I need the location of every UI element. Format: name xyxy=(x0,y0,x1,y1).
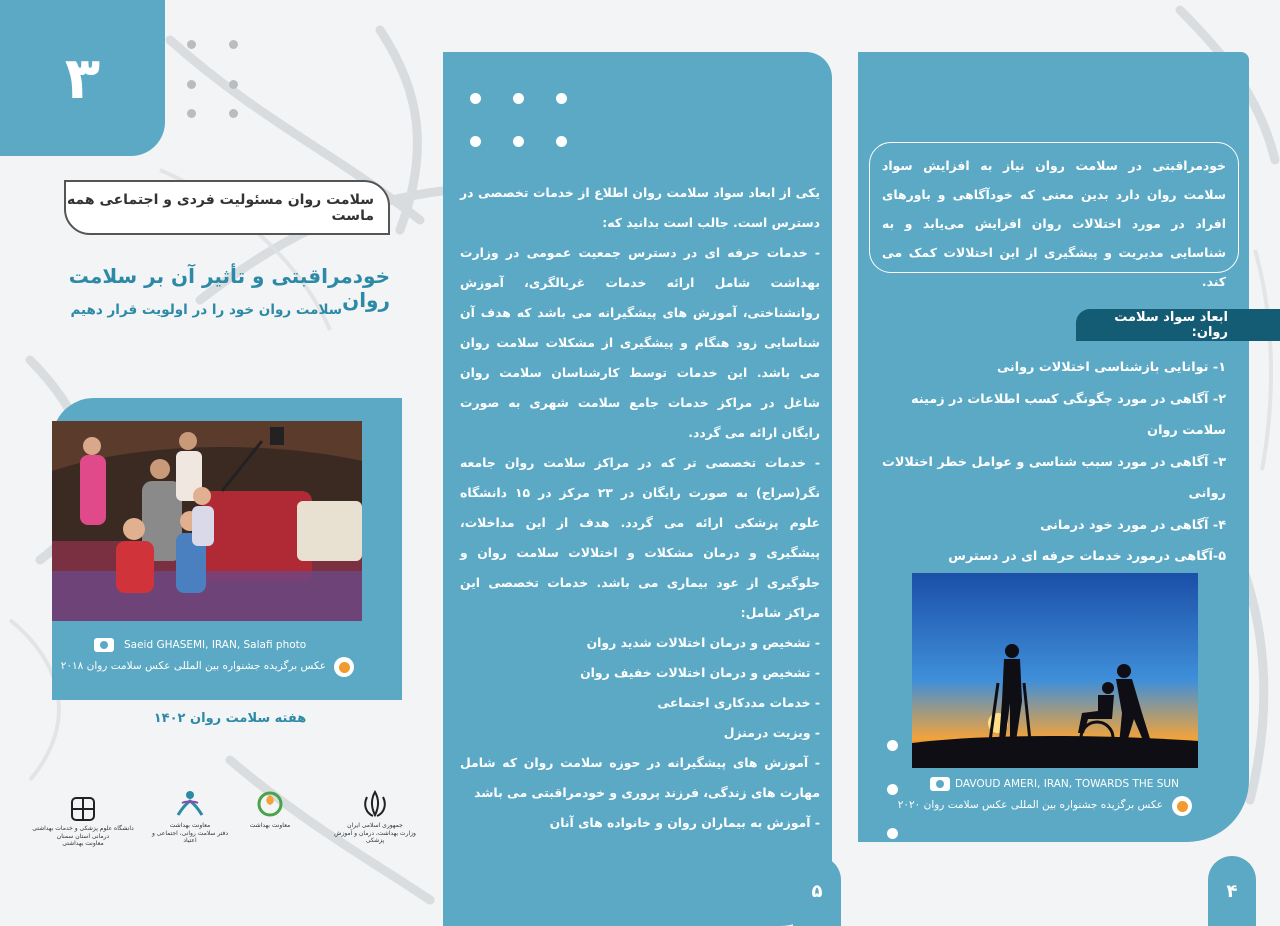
dot xyxy=(887,828,898,839)
page-number: ۳ xyxy=(64,44,101,112)
list-item: ۴- آگاهی در مورد خود درمانی xyxy=(1040,517,1226,533)
decorative-dots xyxy=(183,36,243,118)
logo-ministry-sub: وزارت بهداشت، درمان و آموزش پزشکی xyxy=(334,829,416,845)
intro-text: خودمراقبتی در سلامت روان نیاز به افزایش سواد سلامت روان دارد بدین معنی که خودآگاهی و باورهای افراد در مورد اختلالات روان افزایش می‌یابد و به شناسایی مدیریت و پیشگیری از این اختلالات کمک می کند. xyxy=(882,158,1226,289)
photo-award: عکس برگزیده جشنواره بین المللی عکس سلامت روان ۲۰۱۸ xyxy=(60,660,326,672)
dot xyxy=(887,740,898,751)
list-item: ۱- توانایی بازشناسی اختلالات روانی xyxy=(996,360,1226,375)
dot xyxy=(556,136,567,147)
dot xyxy=(470,136,481,147)
paragraph: - تشخیص و درمان اختلالات خفیف روان xyxy=(580,665,820,680)
dot xyxy=(187,40,196,49)
paragraph: - خدمات مددکاری اجتماعی xyxy=(657,695,820,710)
paragraph: - تشخیص و درمان اختلالات شدید روان xyxy=(586,635,820,650)
family-photo xyxy=(52,421,362,621)
dot xyxy=(187,80,196,89)
page-title: خودمراقبتی و تأثیر آن بر سلامت روان xyxy=(68,264,390,312)
dot xyxy=(229,80,238,89)
logo-ministry xyxy=(330,789,420,845)
logo-health-deputy-name: معاونت بهداشت xyxy=(249,821,291,829)
dot xyxy=(887,784,898,795)
paragraph: یکی از ابعاد سواد سلامت روان اطلاع از خدمات تخصصی در دسترس است. جالب است بدانید که: xyxy=(460,185,820,230)
page-number-tab xyxy=(0,0,165,156)
list-item: ۵-آگاهی درمورد خدمات حرفه ای در دسترس xyxy=(948,549,1226,564)
leaf-circle-icon xyxy=(255,789,285,819)
camera-icon xyxy=(94,638,114,652)
camera-icon xyxy=(930,777,950,791)
intro-box xyxy=(869,142,1239,289)
services-text xyxy=(460,178,820,838)
section-title xyxy=(1076,309,1280,341)
logo-mental-health-office xyxy=(148,789,232,845)
logo-mental-health-office-name: معاونت بهداشت xyxy=(169,821,211,829)
logo-university-name: دانشگاه علوم پزشکی و خدمات بهداشتی درمانی استان سمنان xyxy=(32,824,134,840)
page-subtitle: سلامت روان خود را در اولویت قرار دهیم xyxy=(70,302,342,318)
week-label: هفته سلامت روان ۱۴۰۲ xyxy=(153,711,307,726)
dot xyxy=(229,109,238,118)
photo-credit: DAVOUD AMERI, IRAN, TOWARDS THE SUN xyxy=(955,778,1179,790)
paragraph: - ویزیت درمنزل xyxy=(723,725,820,740)
emblem-icon xyxy=(360,789,390,819)
dot xyxy=(513,93,524,104)
list-item: ۲- آگاهی در مورد چگونگی کسب اطلاعات در زمینه سلامت روان xyxy=(911,391,1226,438)
logo-health-deputy xyxy=(244,789,296,830)
page-number: ۴ xyxy=(1226,880,1238,902)
tagline-box xyxy=(64,180,390,235)
logo-university xyxy=(28,796,138,848)
section-title-text: ابعاد سواد سلامت روان: xyxy=(1114,310,1228,340)
people-icon xyxy=(173,789,207,819)
festival-logo-icon xyxy=(1172,796,1192,816)
tagline: سلامت روان مسئولیت فردی و اجتماعی همه ماست xyxy=(67,191,374,224)
festival-logo-icon xyxy=(334,657,354,677)
logo-university-sub: معاونت بهداشتی xyxy=(62,840,104,848)
dot xyxy=(229,40,238,49)
paragraph: - آموزش به بیماران روان و خانواده های آنان xyxy=(549,815,820,830)
dot xyxy=(556,93,567,104)
logo-ministry-name: جمهوری اسلامی ایران xyxy=(347,821,403,829)
photo-award: عکس برگزیده جشنواره بین المللی عکس سلامت روان ۲۰۲۰ xyxy=(897,799,1163,811)
page-number: ۵ xyxy=(811,880,823,902)
dot xyxy=(470,93,481,104)
dot xyxy=(513,136,524,147)
page-number-tab xyxy=(793,856,841,926)
university-emblem-icon xyxy=(69,796,97,822)
paragraph: - آموزش های پیشگیرانه در حوزه سلامت روان که شامل مهارت های زندگی، فرزند پروری و خودمراقبتی می باشد xyxy=(460,755,820,800)
paragraph: - خدمات تخصصی تر که در مراکز سلامت روان جامعه نگر(سراج) به صورت رایگان در ۲۳ مرکز در ۱۵ دانشگاه علوم پزشکی ارائه می گردد. هدف از این مداخلات، پیشگیری و درمان مشکلات و اختلالات سلامت روان و جلوگیری از عود بیماری می باشد. خدمات تخصصی این مراکز شامل: xyxy=(460,455,820,620)
dimensions-list xyxy=(870,352,1226,573)
dot xyxy=(187,109,196,118)
page-number-tab xyxy=(1208,856,1256,926)
photo-credit: Saeid GHASEMI, IRAN, Salafi photo xyxy=(124,639,307,651)
paragraph: - خدمات حرفه ای در دسترس جمعیت عمومی در وزارت بهداشت شامل ارائه خدمات غربالگری، آموزش روانشناختی، آموزش های پیشگیرانه می باشد که هدف آن شناسایی زود هنگام و پیشگیری از مشکلات سلامت روان می باشد. این خدمات توسط کارشناسان سلامت روان شاغل در مراکز خدمات جامع سلامت شهری به صورت رایگان ارائه می گردد. xyxy=(460,245,820,440)
list-item: ۳- آگاهی در مورد سبب شناسی و عوامل خطر اختلالات روانی xyxy=(881,454,1226,501)
logo-mental-health-office-sub: دفتر سلامت روانی، اجتماعی و اعتیاد xyxy=(151,829,229,845)
sunset-photo xyxy=(912,573,1198,768)
